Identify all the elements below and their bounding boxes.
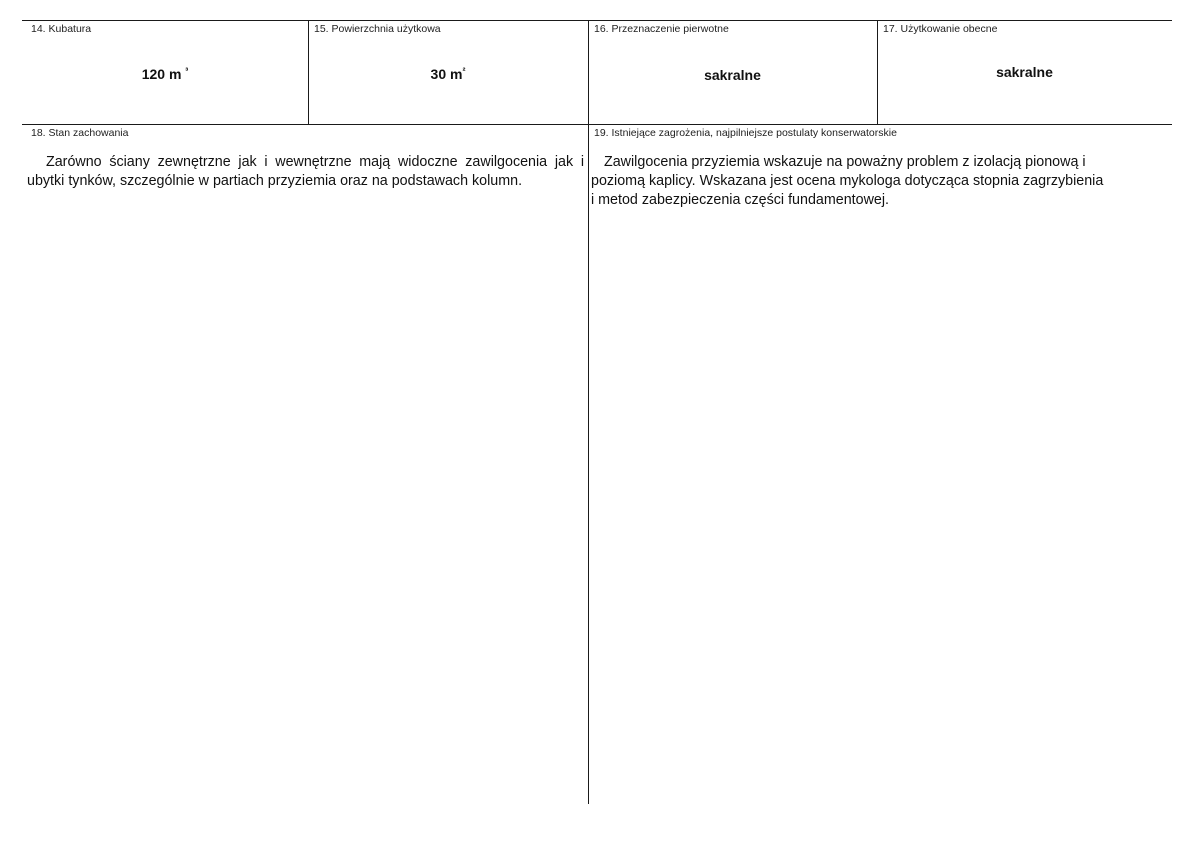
usable-area-number: 30 m [430,66,463,82]
cubature-label: 14. Kubatura [31,23,92,35]
threats-line-2: poziomą kaplicy. Wskazana jest ocena mykologa dotycząca stopnia zagrzybienia [591,173,1104,189]
current-use-label: 17. Użytkowanie obecne [883,23,998,35]
condition-text: Zarówno ściany zewnętrzne jak i wewnętrzne mają widoczne zawilgocenia jak i ubytki tynków, szczególnie w partiach przyziemia oraz na podstawach kolumn. [27,154,584,189]
current-use-value: sakralne [996,64,1053,80]
usable-area-label: 15. Powierzchnia użytkowa [314,23,441,35]
original-purpose-value: sakralne [704,67,761,83]
top-rule [22,20,1172,21]
middle-rule [22,124,1172,125]
divider-18-19 [588,124,589,804]
cubature-number: 120 m [141,66,182,82]
threats-line-1: Zawilgocenia przyziemia wskazuje na poważny problem z izolacją pionową i [604,154,1086,170]
cubature-unit-superscript: ³ [185,65,189,76]
cubature-value [22,66,308,82]
usable-area-value [308,66,588,82]
condition-label: 18. Stan zachowania [31,127,129,139]
threats-label: 19. Istniejące zagrożenia, najpilniejsze postulaty konserwatorskie [594,127,897,139]
original-purpose-label: 16. Przeznaczenie pierwotne [594,23,729,35]
usable-area-unit-superscript: ² [462,65,466,76]
threats-text [591,153,1171,210]
threats-line-3: i metod zabezpieczenia części fundamentowej. [591,192,890,208]
